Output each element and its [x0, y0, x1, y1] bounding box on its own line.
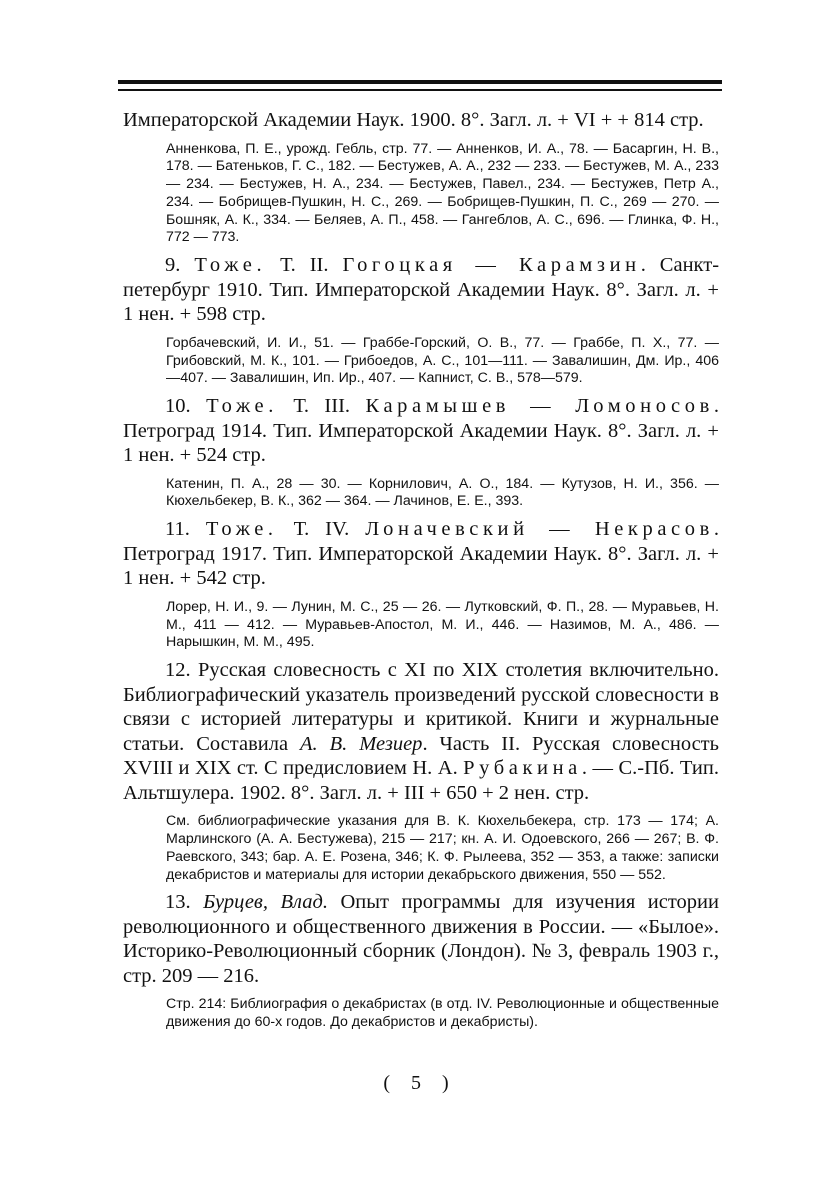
entry-author: А. В. Мезиер: [300, 732, 423, 755]
entry-volume: Т. IV.: [277, 518, 366, 541]
entry-11-note: Лорер, Н. И., 9. — Лунин, М. С., 25 — 26. — Лутковский, Ф. П., 28. — Муравьев, Н. М., 411 — 412. — Муравьев-Апостол, М. И., 446. — Назимов, М. А., 486. — Нарышкин, М. М., 495.: [166, 598, 719, 651]
entry-number: 9.: [165, 254, 181, 277]
entry-details: . Петроград 1917. Тип. Императорской Академии Наук. 8°. Загл. л. + 1 нен. + 542 стр.: [123, 518, 719, 590]
continuation-note: Анненкова, П. Е., урожд. Гебль, стр. 77. — Анненков, И. А., 78. — Басаргин, Н. В., 178. — Батеньков, Г. С., 182. — Бестужев, А. А., 232 — 233. — Бестужев, М. А., 233 — 234. — Бестужев, Н. А., 234. — Бестужев, Павел., 234. — Бестужев, Петр А., 234. — Бобрищев-Пушкин, Н. С., 269. — Бобрищев-Пушкин, П. С., 269 — 270. — Бошняк, А. К., 334. — Беляев, А. П., 458. — Гангеблов, А. С., 696. — Глинка, Ф. Н., 772 — 773.: [166, 140, 719, 246]
entry-11: [123, 517, 719, 591]
entry-12-note: См. библиографические указания для В. К. Кюхельбекера, стр. 173 — 174; А. Марлинского (А. А. Бестужева), 215 — 217; кн. А. И. Одоевского, 266 — 267; В. Ф. Раевского, 343; бар. А. Е. Розена, 346; К. Ф. Рылеева, 352 — 353, а также: записки декабристов и материалы для истории декабрьского движения, 550 — 552.: [166, 813, 719, 883]
entry-number: 10.: [165, 395, 191, 418]
entry-10-note: Катенин, П. А., 28 — 30. — Корнилович, А. О., 184. — Кутузов, Н. И., 356. — Кюхельбекер, В. К., 362 — 364. — Лачинов, Е. Е., 393.: [166, 475, 719, 510]
entry-13: [123, 890, 719, 988]
entry-volume: Т. II.: [266, 254, 343, 277]
entry-9: [123, 253, 719, 327]
entry-author: Бурцев, Влад.: [203, 891, 328, 914]
entry-volume: Т. III.: [277, 395, 366, 418]
page-body: [123, 108, 719, 1032]
entry-number: 11.: [165, 518, 190, 541]
entry-title-cont: . Часть II. Русская словесность XVIII и XIX ст. С предисловием Н. А.: [123, 732, 719, 780]
entry-12: [123, 658, 719, 805]
header-rule-thin: [118, 89, 722, 91]
page-number: ( 5 ): [383, 1072, 457, 1094]
continuation-text: Императорской Академии Наук. 1900. 8°. Загл. л. + VI + + 814 стр.: [123, 109, 704, 131]
entry-details: . Петроград 1914. Тип. Императорской Академии Наук. 8°. Загл. л. + 1 нен. + 524 стр.: [123, 395, 720, 467]
header-rule-thick: [118, 80, 722, 84]
entry-number: 13.: [165, 891, 191, 914]
entry-spaced-name: Рубакина: [463, 757, 582, 780]
entry-details: Опыт программы для изучения истории революционного и общественного движения в России. — «Былое». Историко-Революционный сборник (Лондон). № 3, февраль 1903 г., стр. 209 — 216.: [123, 891, 719, 987]
entry-volume-range: Лоначевский — Некрасов: [365, 518, 714, 541]
entry-title: Русская словесность с XI по XIX столетия включительно. Библиографический указатель произведений русской словесности в связи с историей литературы и критикой. Книги и журнальные статьи. Составила: [123, 659, 719, 755]
entry-volume-range: Гогоцкая — Карамзин: [342, 254, 641, 277]
entry-13-note: Стр. 214: Библиография о декабристах (в отд. IV. Революционные и общественные движения до 60-х годов. До декабристов и декабристы).: [166, 996, 719, 1031]
entry-spaced-text: Тоже.: [205, 518, 278, 541]
entry-number: 12.: [165, 659, 191, 682]
entry-volume-range: Карамышев — Ломоносов: [365, 395, 714, 418]
entry-10: [123, 394, 719, 468]
entry-9-note: Горбачевский, И. И., 51. — Граббе-Горский, О. В., 77. — Граббе, П. Х., 77. — Грибовский, М. К., 101. — Грибоедов, А. С., 101—111. — Завалишин, Дм. Ир., 406—407. — Завалишин, Ип. Ир., 407. — Капнист, С. В., 578—579.: [166, 334, 719, 387]
entry-details: . Санкт-петербург 1910. Тип. Императорской Академии Наук. 8°. Загл. л. + 1 нен. + 598 стр.: [123, 254, 720, 326]
entry-details: . — С.-Пб. Тип. Альтшулера. 1902. 8°. Загл. л. + III + 650 + 2 нен. стр.: [123, 757, 719, 804]
entry-spaced-text: Тоже.: [206, 395, 278, 418]
entry-spaced-text: Тоже.: [194, 254, 267, 277]
